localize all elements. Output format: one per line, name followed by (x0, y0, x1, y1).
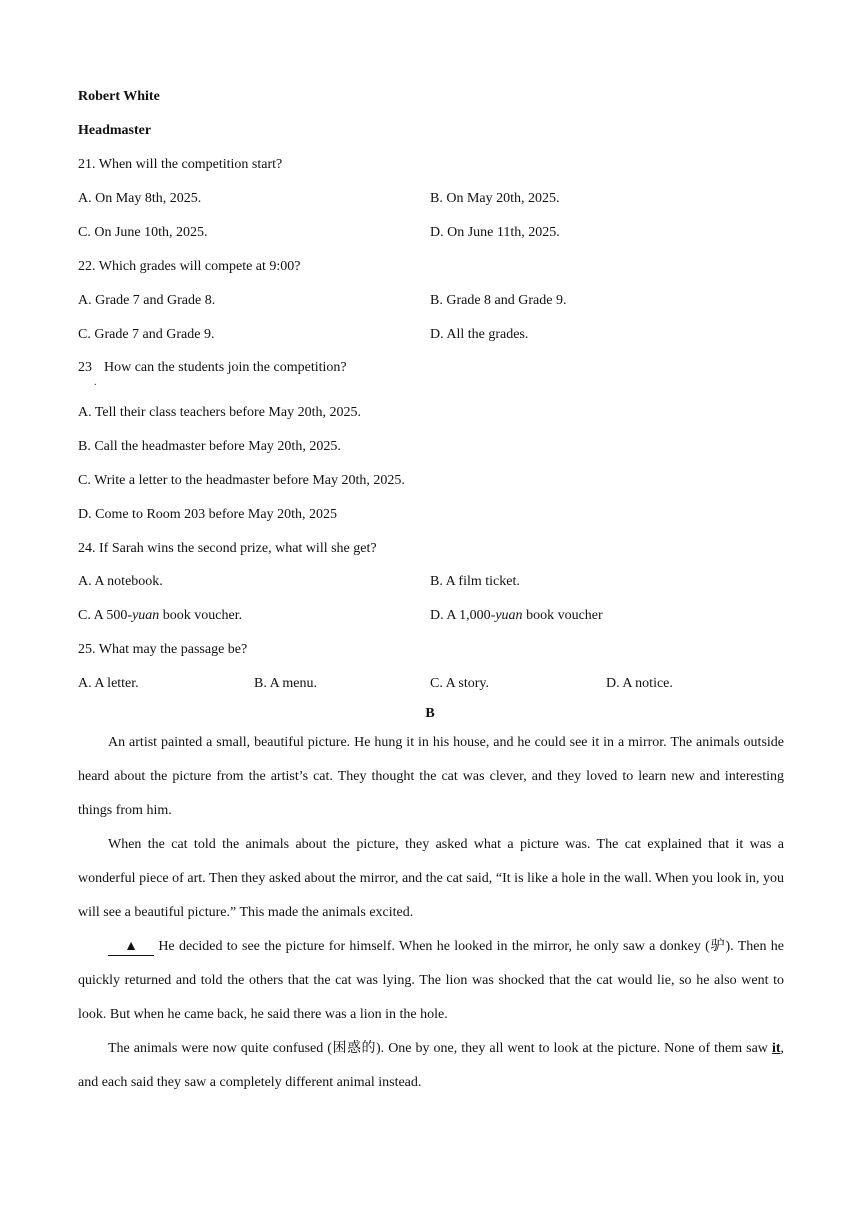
question-25-stem: 25. What may the passage be? (78, 642, 248, 657)
passage-paragraph-4-end: , and each said they saw a completely different animal instead. (78, 1041, 784, 1090)
q22-option-d: D. All the grades. (430, 327, 529, 342)
passage-paragraph-2: When the cat told the animals about the picture, they asked what a picture was. The cat explained that it was a wonderful piece of art. Then they asked about the mirror, and the cat said, “It is like a hole in the wall. When you look in, you will see a beautiful picture.” This made the animals excited. (78, 837, 784, 920)
q21-option-c: C. On June 10th, 2025. (78, 225, 208, 240)
q24-option-d-italic: yuan (495, 608, 523, 623)
q23-option-d: D. Come to Room 203 before May 20th, 2025 (78, 507, 337, 522)
q23-option-b: B. Call the headmaster before May 20th, 2025. (78, 439, 341, 454)
question-23-stem: How can the students join the competition? (104, 360, 347, 375)
q22-option-c: C. Grade 7 and Grade 9. (78, 327, 215, 342)
signature-title: Headmaster (78, 123, 152, 138)
blank-triangle: ▲ (108, 939, 154, 956)
question-22-stem: 22. Which grades will compete at 9:00? (78, 259, 301, 274)
passage-paragraph-3-text: He decided to see the picture for himself. When he looked in the mirror, he only saw a donkey (驴). Then he quickly returned and told the others that the cat was lying. The lion was shocked that the cat would lie, so he also went to look. But when he came back, he said there was a lion in the hole. (78, 939, 784, 1022)
underlined-word-it: it (771, 1041, 781, 1056)
question-24-stem: 24. If Sarah wins the second prize, what will she get? (78, 541, 377, 556)
q24-option-d (430, 607, 603, 625)
question-21-stem: 21. When will the competition start? (78, 157, 283, 172)
q25-option-d: D. A notice. (606, 676, 673, 691)
q24-option-c-head: C. A 500- (78, 608, 133, 623)
question-23-dot: . (94, 377, 97, 388)
q21-option-a: A. On May 8th, 2025. (78, 191, 202, 206)
q24-option-c-italic: yuan (132, 608, 160, 623)
q25-option-a: A. A letter. (78, 676, 139, 691)
signature-name: Robert White (78, 89, 160, 104)
q23-option-c: C. Write a letter to the headmaster before May 20th, 2025. (78, 473, 405, 488)
q24-option-c (78, 607, 242, 625)
question-23-number: 23 (78, 360, 92, 375)
q22-option-a: A. Grade 7 and Grade 8. (78, 293, 216, 308)
q21-option-d: D. On June 11th, 2025. (430, 225, 560, 240)
q24-option-d-head: D. A 1,000- (430, 608, 496, 623)
q24-option-c-tail: book voucher. (159, 608, 243, 623)
passage-b (78, 726, 784, 1100)
passage-paragraph-3 (78, 930, 784, 1032)
q25-option-c: C. A story. (430, 676, 489, 691)
passage-paragraph-1: An artist painted a small, beautiful picture. He hung it in his house, and he could see it in a mirror. The animals outside heard about the picture from the artist’s cat. They thought the cat was clever, and they loved to learn new and interesting things from him. (78, 735, 784, 818)
q24-option-d-tail: book voucher (522, 608, 603, 623)
q24-option-b: B. A film ticket. (430, 574, 520, 589)
passage-paragraph-4 (78, 1032, 784, 1100)
q22-option-b: B. Grade 8 and Grade 9. (430, 293, 567, 308)
q21-option-b: B. On May 20th, 2025. (430, 191, 560, 206)
passage-paragraph-4-start: The animals were now quite confused (困惑的). One by one, they all went to look at the picture. None of them saw (108, 1041, 772, 1056)
q24-option-a: A. A notebook. (78, 574, 163, 589)
q23-option-a: A. Tell their class teachers before May 20th, 2025. (78, 405, 361, 420)
section-b-heading: B (425, 706, 435, 721)
q25-option-b: B. A menu. (254, 676, 318, 691)
